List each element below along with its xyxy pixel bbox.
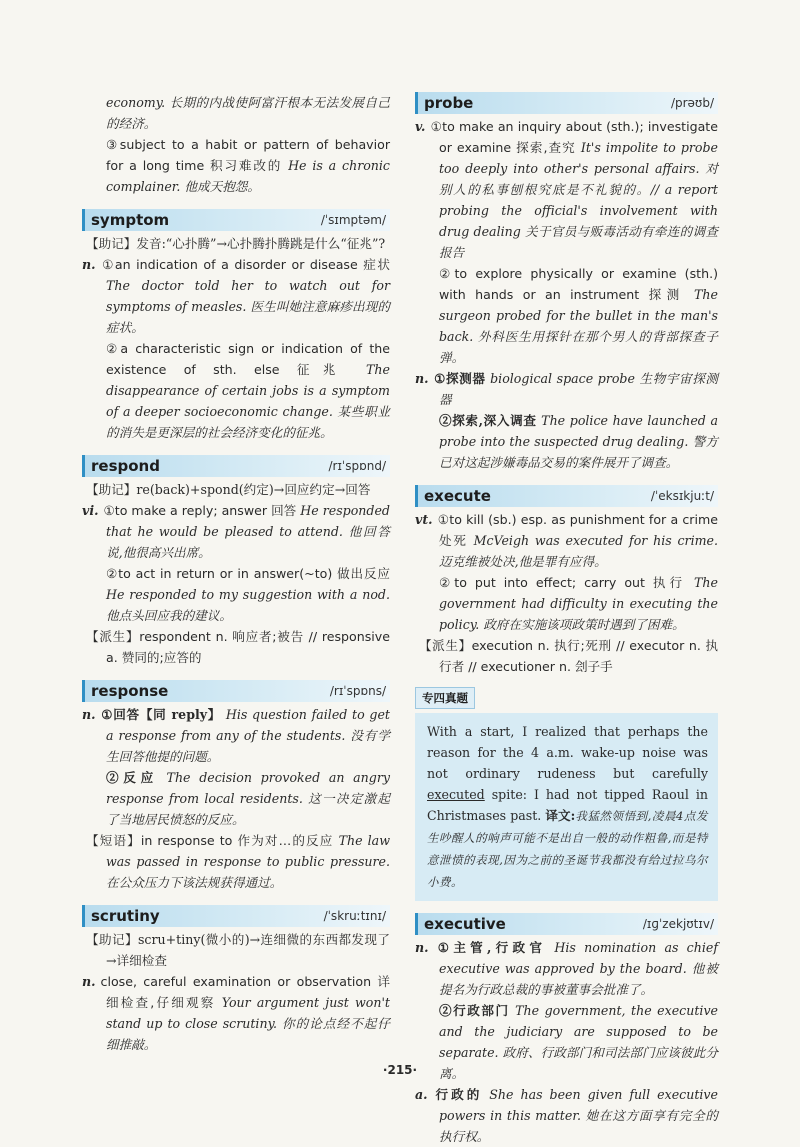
sense: v. ①to make an inquiry about (sth.); investigate or examine 探索,查究 It's impolite to probe too deeply into other's personal affairs. 对别人的私事刨根究底是不礼貌的。// a report probing the official's involvement with drug dealing 关于官员与贩毒活动有牵连的调查报告	[415, 119, 718, 260]
mnemonic: 【助记】发音:“心扑腾”→心扑腾扑腾跳是什么“征兆”?	[86, 236, 386, 251]
mnemonic: 【助记】re(back)+spond(约定)→回应约定→回答	[86, 482, 371, 497]
page-number: ·215·	[382, 1063, 418, 1077]
headword-respond: respond /rɪˈspɒnd/	[82, 455, 390, 477]
headword-execute: execute /ˈeksɪkjuːt/	[415, 485, 718, 507]
headword-symptom: symptom /ˈsɪmptəm/	[82, 209, 390, 231]
sense: ②to explore physically or examine (sth.) with hands or an instrument 探测 The surgeon probed for the bullet in the man's back. 外科医生用探针在那个男人的背部探查子弹。	[439, 266, 718, 365]
continued-example: economy. 长期的内战使阿富汗根本无法发展自己的经济。	[106, 95, 390, 131]
sense: n. ①探测器 biological space probe 生物宇宙探测器	[415, 371, 718, 407]
derivation: 【派生】respondent n. 响应者;被告 // responsive a. 赞同的;应答的	[86, 629, 390, 665]
derivation: 【派生】execution n. 执行;死刑 // executor n. 执行者 // executioner n. 刽子手	[419, 638, 719, 674]
sense: vi. ①to make a reply; answer 回答 He responded that he would be pleased to attend. 他回答说,他很高兴出席。	[82, 503, 390, 560]
sense: ②反应 The decision provoked an angry response from local residents. 这一决定激起了当地居民愤怒的反应。	[106, 770, 390, 827]
headword-scrutiny: scrutiny /ˈskruːtɪnɪ/	[82, 905, 390, 927]
underlined-word: executed	[427, 787, 485, 802]
mnemonic: 【助记】scru+tiny(微小的)→连细微的东西都发现了→详细检查	[86, 932, 390, 968]
sense: ②to put into effect; carry out 执行 The government had difficulty in executing the policy. 政府在实施该项政策时遇到了困难。	[439, 575, 718, 632]
sense: ②探索,深入调查 The police have launched a probe into the suspected drug dealing. 警方已对这起涉嫌毒品交易的案件展开了调查。	[439, 413, 718, 470]
sense: vt. ①to kill (sb.) esp. as punishment for a crime 处死 McVeigh was executed for his crime. 迈克维被处决,他是罪有应得。	[415, 512, 718, 569]
phrase: 【短语】in response to 作为对…的反应 The law was passed in response to public pressure. 在公众压力下该法规获得通过。	[86, 833, 390, 890]
exam-badge: 专四真题	[415, 687, 475, 709]
sense: ②to act in return or in answer(~to) 做出反应 He responded to my suggestion with a nod. 他点头回应我的建议。	[106, 566, 390, 623]
sense: ②a characteristic sign or indication of the existence of sth. else 征兆 The disappearance of certain jobs is a symptom of a deeper socioeconomic change. 某些职业的消失是更深层的社会经济变化的征兆。	[106, 341, 390, 440]
sense: n. close, careful examination or observation 详细检查,仔细观察 Your argument just won't stand up to close scrutiny. 你的论点经不起仔细推敲。	[82, 974, 390, 1052]
continued-entry	[82, 92, 390, 134]
headword-probe: probe /prəʊb/	[415, 92, 718, 114]
sense: n. ①回答【同 reply】 His question failed to get a response from any of the students. 没有学生回答他提的问题。	[82, 707, 390, 764]
continued-sense: ③subject to a habit or pattern of behavior for a long time 积习难改的 He is a chronic complainer. 他成天抱怨。	[106, 137, 390, 194]
exam-question-box: With a start, I realized that perhaps the reason for the 4 a.m. wake-up noise was not ordinary rudeness but carefully executed spite: I had not tipped Raoul in Christmases past. 译文:我猛然领悟到,凌晨4点发生吵醒人的响声可能不是出自一般的动作粗鲁,而是特意泄愤的表现,因为之前的圣诞节我都没有给过拉乌尔小费。	[415, 713, 718, 901]
sense: ②行政部门 The government, the executive and the judiciary are supposed to be separate. 政府、行政部门和司法部门应该彼此分离。	[439, 1003, 719, 1081]
sense: n. ①主管,行政官 His nomination as chief executive was approved by the board. 他被提名为行政总裁的事被董事会批准了。	[415, 940, 718, 997]
headword-executive: executive /ɪɡˈzekjʊtɪv/	[415, 913, 718, 935]
left-column	[82, 92, 390, 1055]
headword-response: response /rɪˈspɒns/	[82, 680, 390, 702]
sense: n. ①an indication of a disorder or disease 症状 The doctor told her to watch out for symptoms of measles. 医生叫她注意麻疹出现的症状。	[82, 257, 390, 335]
right-column	[415, 80, 718, 1147]
sense: a. 行政的 She has been given full executive powers in this matter. 她在这方面享有完全的执行权。	[415, 1087, 719, 1144]
